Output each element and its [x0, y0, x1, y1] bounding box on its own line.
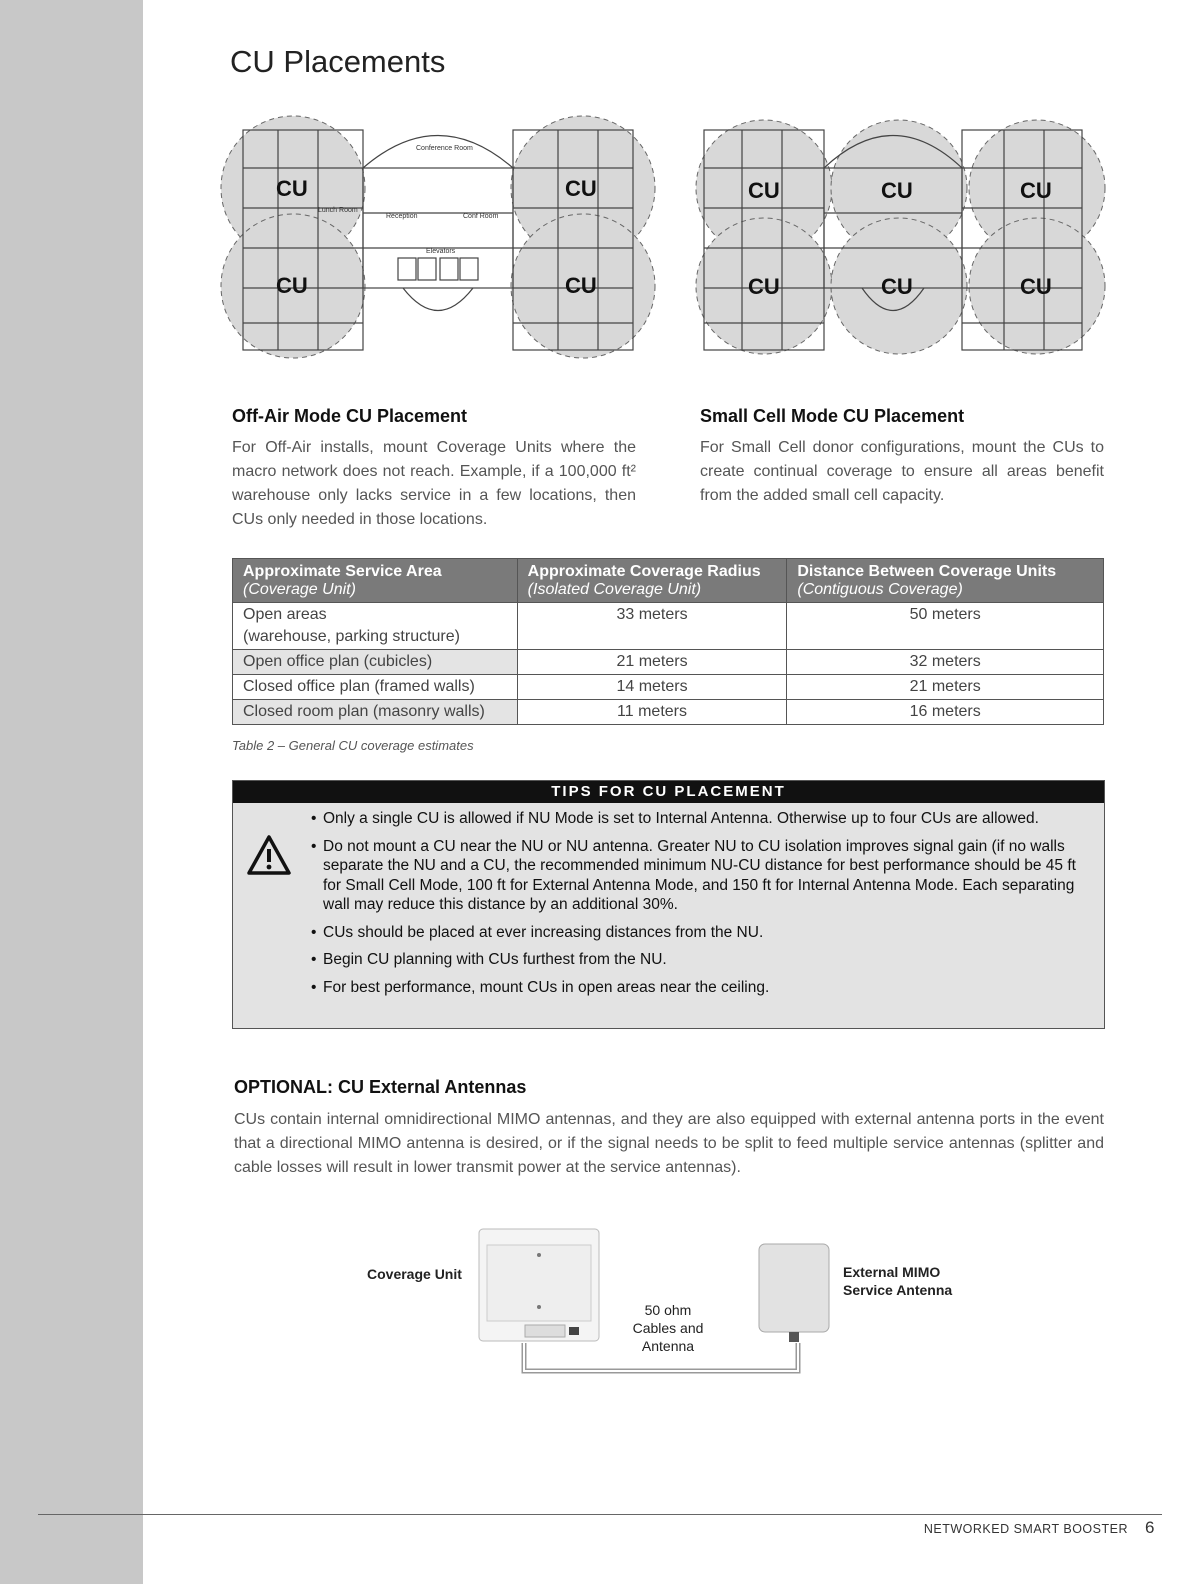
table-cell-radius: 21 meters: [517, 650, 787, 675]
table-cell-area: Closed office plan (framed walls): [233, 675, 518, 700]
offair-body: For Off-Air installs, mount Coverage Units where the macro network does not reach. Example, if a 100,000 ft² warehouse only lacks service in a few locations, then CUs only needed in those locations.: [232, 439, 636, 528]
table-cell-radius: 11 meters: [517, 700, 787, 725]
footer-divider: [38, 1514, 1162, 1515]
footer-text: NETWORKED SMART BOOSTER: [923, 1522, 1128, 1536]
page-title: CU Placements: [230, 44, 446, 79]
svg-text:Conf Room: Conf Room: [463, 213, 499, 220]
svg-text:Conference Room: Conference Room: [416, 145, 473, 152]
antenna-label: External MIMO Service Antenna: [843, 1264, 953, 1298]
tips-list: [311, 809, 1091, 1005]
table-cell-area: Open office plan (cubicles): [233, 650, 518, 675]
table-cell-radius: 14 meters: [517, 675, 787, 700]
cu-marker: CU: [276, 176, 308, 201]
table-cell-distance: 21 meters: [787, 675, 1104, 700]
table-row: [233, 650, 1104, 675]
tip-item: • For best performance, mount CUs in open areas near the ceiling.: [311, 978, 1091, 998]
cable-label: 50 ohm Cables and Antenna: [632, 1302, 704, 1354]
table-cell-radius: 33 meters: [517, 603, 787, 650]
page-number: 6: [1145, 1518, 1155, 1537]
smallcell-heading: Small Cell Mode CU Placement: [700, 406, 965, 426]
table-cell-distance: 16 meters: [787, 700, 1104, 725]
table-header: Approximate Service Area (Coverage Unit): [233, 559, 518, 603]
table-row: [233, 603, 1104, 650]
table-header-row: [233, 559, 1104, 603]
table-row: [233, 675, 1104, 700]
tips-box: [232, 780, 1105, 1029]
cu-marker: CU: [748, 178, 780, 203]
smallcell-body: For Small Cell donor configurations, mount the CUs to create continual coverage to ensure all areas benefit from the added small cell capacity.: [700, 439, 1104, 504]
table-row: [233, 700, 1104, 725]
table-cell-distance: 32 meters: [787, 650, 1104, 675]
tips-title: TIPS FOR CU PLACEMENT: [233, 781, 1104, 803]
left-sidebar-band: [0, 0, 143, 1584]
tip-item: • CUs should be placed at ever increasing distances from the NU.: [311, 923, 1091, 943]
svg-text:Lunch Room: Lunch Room: [318, 207, 358, 214]
cu-marker: CU: [748, 274, 780, 299]
offair-heading: Off-Air Mode CU Placement: [232, 406, 468, 426]
cu-marker: CU: [881, 274, 913, 299]
smallcell-floorplan: [692, 108, 1112, 370]
warning-icon: [245, 833, 293, 877]
svg-text:Reception: Reception: [386, 213, 418, 220]
tip-item: • Only a single CU is allowed if NU Mode is set to Internal Antenna. Otherwise up to four CUs are allowed.: [311, 809, 1091, 829]
cu-marker: CU: [1020, 274, 1052, 299]
coverage-unit-label: Coverage Unit: [367, 1266, 462, 1282]
svg-text:Elevators: Elevators: [426, 248, 456, 255]
tip-item: • Begin CU planning with CUs furthest from the NU.: [311, 950, 1091, 970]
cu-marker: CU: [565, 273, 597, 298]
offair-floorplan: [218, 108, 664, 370]
cu-marker: CU: [1020, 178, 1052, 203]
optional-body: CUs contain internal omnidirectional MIMO antennas, and they are also equipped with external antenna ports in the event that a directional MIMO antenna is desired, or if the signal needs to be split to feed multiple service antennas (splitter and cable losses will result in lower transmit power at the service antennas).: [234, 1111, 1104, 1176]
table-header: Approximate Coverage Radius (Isolated Coverage Unit): [517, 559, 787, 603]
cu-marker: CU: [565, 176, 597, 201]
table-cell-area: Closed room plan (masonry walls): [233, 700, 518, 725]
table-caption: Table 2 – General CU coverage estimates: [232, 738, 474, 753]
optional-heading: OPTIONAL: CU External Antennas: [234, 1077, 527, 1097]
tip-item: • Do not mount a CU near the NU or NU antenna. Greater NU to CU isolation improves signal gain (if no walls separate the NU and a CU, the recommended minimum NU-CU distance for best performance should be 45 ft for Small Cell Mode, 100 ft for External Antenna Mode, and 150 ft for Internal Antenna Mode. Each separating wall may reduce this distance by an additional 30%.: [311, 837, 1091, 915]
antenna-diagram: [360, 1225, 980, 1385]
table-cell-area: Open areas (warehouse, parking structure): [233, 603, 518, 650]
table-cell-distance: 50 meters: [787, 603, 1104, 650]
cu-marker: CU: [881, 178, 913, 203]
table-header: Distance Between Coverage Units (Contiguous Coverage): [787, 559, 1104, 603]
cu-marker: CU: [276, 273, 308, 298]
coverage-table: [232, 558, 1104, 725]
